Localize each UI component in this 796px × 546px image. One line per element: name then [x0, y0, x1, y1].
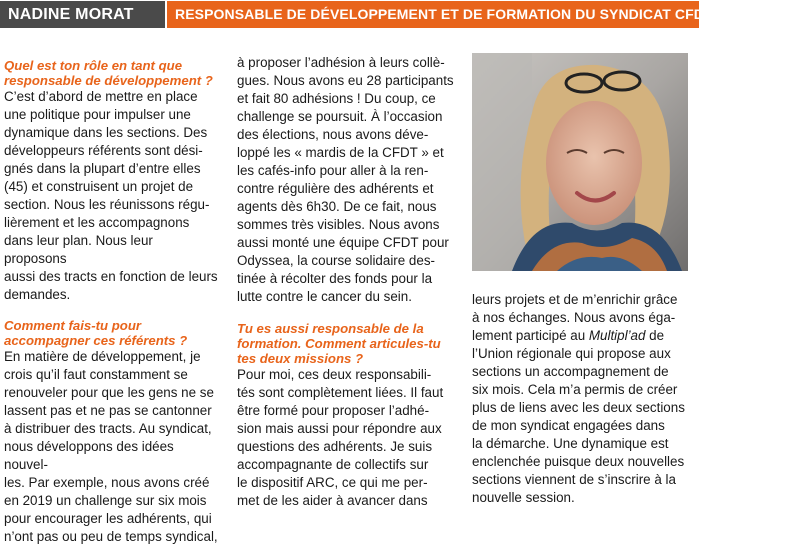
- answer-challenge: [237, 54, 459, 306]
- text-line: lassent pas et ne pas se cantonner: [4, 403, 212, 418]
- text-line: une politique pour impulser une: [4, 107, 191, 122]
- text-fragment: de: [645, 328, 665, 343]
- text-line: plus de liens avec les deux sections: [472, 400, 685, 415]
- portrait-photo: [472, 53, 688, 271]
- interviewee-name: NADINE MORAT: [0, 1, 165, 28]
- text-line: dans leur plan. Nous leur proposons: [4, 233, 153, 266]
- text-line: nous développons des idées nouvel-: [4, 439, 174, 472]
- text-line: demandes.: [4, 287, 71, 302]
- question-referents: [4, 318, 218, 348]
- text-line: lièrement et les accompagnons: [4, 215, 190, 230]
- text-line: sommes très visibles. Nous avons: [237, 217, 440, 232]
- text-line: sion mais aussi pour répondre aux: [237, 421, 442, 436]
- text-line: section. Nous les réunissons régu-: [4, 197, 210, 212]
- text-line: Pour moi, ces deux responsabili-: [237, 367, 432, 382]
- text-line: à nos échanges. Nous avons éga-: [472, 310, 676, 325]
- answer-role: [4, 88, 218, 304]
- text-line: aussi des tracts en fonction de leurs: [4, 269, 218, 284]
- text-line: nouvelle session.: [472, 490, 575, 505]
- text-line: tinée à récolter des fonds pour la: [237, 271, 433, 286]
- text-line: sections viennent de s’inscrire à la: [472, 472, 676, 487]
- answer-continued: [472, 291, 688, 507]
- text-line: dynamique dans les sections. Des: [4, 125, 208, 140]
- question-line: Tu es aussi responsable de la: [237, 321, 424, 336]
- text-line: des élections, nous avons déve-: [237, 127, 429, 142]
- text-line: gues. Nous avons eu 28 participants: [237, 73, 454, 88]
- text-line: n’ont pas ou peu de temps syndical,: [4, 529, 218, 544]
- text-line: C’est d’abord de mettre en place: [4, 89, 198, 104]
- text-line: agents dès 6h30. De ce fait, nous: [237, 199, 437, 214]
- column-3: [472, 291, 688, 507]
- text-line: tés sont complètement liées. Il faut: [237, 385, 444, 400]
- text-line: aussi monté une équipe CFDT pour: [237, 235, 449, 250]
- text-fragment: lement participé au: [472, 328, 589, 343]
- text-line: (45) et construisent un projet de: [4, 179, 194, 194]
- text-line: met de les aider à avancer dans: [237, 493, 428, 508]
- question-line: tes deux missions ?: [237, 351, 364, 366]
- text-line: gnés dans la plupart d’entre elles: [4, 161, 201, 176]
- text-line: en 2019 un challenge sur six mois: [4, 493, 207, 508]
- text-line: sections un accompagnement de: [472, 364, 669, 379]
- text-line: leurs projets et de m’enrichir grâce: [472, 292, 678, 307]
- text-line: six mois. Cela m’a permis de créer: [472, 382, 678, 397]
- question-formation: [237, 321, 459, 366]
- answer-referents: [4, 348, 218, 546]
- text-line: les cafés-info pour aller à la ren-: [237, 163, 429, 178]
- text-line: lutte contre le cancer du sein.: [237, 289, 412, 304]
- text-line: développeurs référents sont dési-: [4, 143, 203, 158]
- text-line: enclenchée puisque deux nouvelles: [472, 454, 685, 469]
- text-line: les. Par exemple, nous avons créé: [4, 475, 210, 490]
- text-line: l’Union régionale qui propose aux: [472, 346, 671, 361]
- text-line: accompagnante de collectifs sur: [237, 457, 429, 472]
- text-line: à distribuer des tracts. Au syndicat,: [4, 421, 212, 436]
- program-name: Multipl’ad: [588, 328, 646, 343]
- column-1: [4, 58, 218, 546]
- text-line: loppé les « mardis de la CFDT » et: [237, 145, 444, 160]
- text-line: Odyssea, la course solidaire des-: [237, 253, 435, 268]
- text-line: challenge se poursuit. À l’occasion: [237, 109, 443, 124]
- text-line: de mon syndicat engagées dans: [472, 418, 665, 433]
- text-line: la démarche. Une dynamique est: [472, 436, 669, 451]
- text-line: questions des adhérents. Je suis: [237, 439, 433, 454]
- text-line: le dispositif ARC, ce qui me per-: [237, 475, 428, 490]
- question-line: Comment fais-tu pour: [4, 318, 142, 333]
- text-line: renouveler pour que les gens ne se: [4, 385, 214, 400]
- question-line: Quel est ton rôle en tant que: [4, 58, 183, 73]
- text-line: pour encourager les adhérents, qui: [4, 511, 212, 526]
- text-line: En matière de développement, je: [4, 349, 201, 364]
- text-line: contre régulière des adhérents et: [237, 181, 434, 196]
- interviewee-role-title: RESPONSABLE DE DÉVELOPPEMENT ET DE FORMATION DU SYNDICAT CFDT DE L’AP-HP: [167, 1, 699, 28]
- header-band: [0, 0, 796, 30]
- portrait-illustration: [472, 53, 688, 271]
- text-line: être formé pour proposer l’adhé-: [237, 403, 430, 418]
- answer-formation: [237, 366, 459, 510]
- text-line: à proposer l’adhésion à leurs collè-: [237, 55, 445, 70]
- question-line: responsable de développement ?: [4, 73, 213, 88]
- text-line: [472, 328, 664, 343]
- text-line: crois qu’il faut constamment se: [4, 367, 188, 382]
- question-role: [4, 58, 218, 88]
- text-line: et fait 80 adhésions ! Du coup, ce: [237, 91, 436, 106]
- question-line: formation. Comment articules-tu: [237, 336, 441, 351]
- column-2: [237, 54, 459, 510]
- question-line: accompagner ces référents ?: [4, 333, 188, 348]
